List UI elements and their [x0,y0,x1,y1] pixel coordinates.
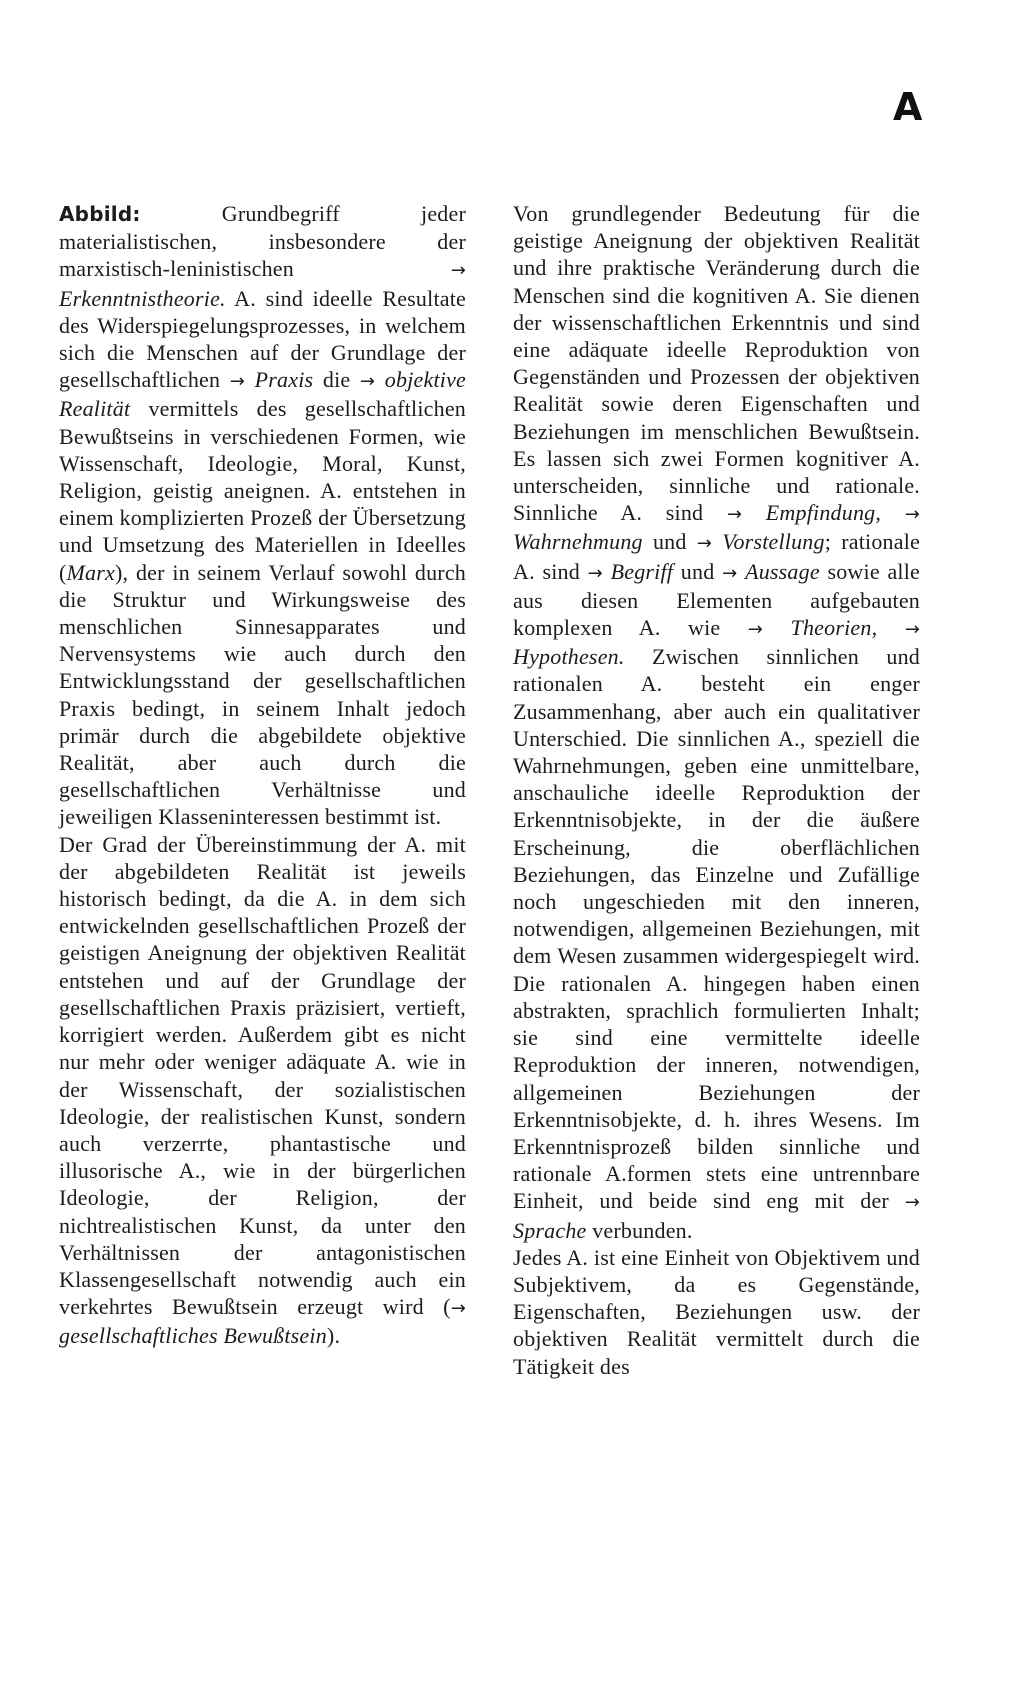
entry-paragraph-2 [59,831,466,1350]
section-letter: A [893,85,923,129]
cross-reference: Erkenntnistheorie. [59,285,226,311]
cross-reference: Vorstellung [722,529,825,555]
text-run: A. sind ideelle Resultate des Widerspiegelungsprozesses, in welchem sich die Menschen auf der Grundlage der gesellschaftlichen [59,285,466,393]
arrow-right-icon: → [726,504,743,526]
text-run [245,367,255,392]
text-run [877,615,904,640]
cross-reference: Wahrnehmung [513,529,643,555]
entry-paragraph-1 [59,200,466,831]
cross-reference: gesellschaftliches Bewußtsein [59,1323,327,1349]
text-run: Zwischen sinnlichen und rationalen A. besteht ein enger Zusammenhang, aber auch ein qualitativer Unterschied. Die sinnlichen A., speziell die Wahrnehmungen, geben eine unmittelbare, anschauliche ideelle Reproduktion der Erkenntnisobjekte, in der die äußere Erscheinung, die oberflächlichen Beziehungen, das Einzelne und Zufällige noch ungeschieden mit den inneren, notwendigen, allgemeinen Beziehungen, mit dem Wesen zusammen widergespiegelt wird. Die rationalen A. hingegen haben einen abstrakten, sprachlich formulierten Inhalt; sie sind eine vermittelte ideelle Reproduktion der inneren, notwendigen, allgemeinen Beziehungen der Erkenntnisobjekte, d. h. ihres Wesens. Im Erkenntnisprozeß bilden sinnliche und rationale A.formen stets eine untrennbare Einheit, und beide sind eng mit der [513,644,920,1214]
entry-text [59,201,466,829]
right-column [513,200,920,1380]
arrow-right-icon: → [229,371,246,393]
text-run: und [673,558,723,584]
text-run: die [313,367,360,393]
text-run: Von grundlegender Bedeutung für die geistige Aneignung der objektiven Realität und ihre praktische Veränderung durch die Menschen sind die kognitiven A. Sie dienen der wissenschaftlichen Erkenntnis und sind eine adäquate ideelle Reproduktion von Gegenständen und Prozessen der objektiven Realität sowie deren Eigenschaften und Beziehungen im menschlichen Bewußtsein. Es lassen sich zwei Formen kognitiver A. unterscheiden, sinnliche und rationale. Sinnliche A. sind [513,201,920,526]
arrow-right-icon: → [450,1298,466,1320]
cross-reference: Aussage [745,558,820,584]
text-run [881,500,905,525]
text-run: ; rationale A. sind [513,529,920,584]
entry-paragraph-4 [513,1244,920,1380]
text-run [763,615,790,640]
arrow-right-icon: → [450,260,466,282]
text-run: ), der in seinem Verlauf sowohl durch die Struktur und Wirkungsweise des menschlichen Sinnesapparates und Nervensystems wie auch durch den Entwicklungsstand der gesellschaftlichen Praxis bedingt, in seinem Inhalt jedoch primär durch die abgebildete objektive Realität, aber auch durch die gesellschaftlichen Verhältnisse und jeweiligen Klasseninteressen bestimmt ist. [59,559,466,830]
arrow-right-icon: → [696,533,713,555]
text-run [742,500,766,525]
text-run: ). [326,1323,341,1349]
cross-reference: objektive Realität [59,367,466,422]
left-column [59,200,466,1350]
arrow-right-icon: → [904,504,920,526]
cross-reference: Begriff [610,558,674,584]
text-run: Der Grad der Übereinstimmung der A. mit der abgebildeten Realität ist jeweils historisch bedingt, da die A. in dem sich entwickelnden gesellschaftlichen Prozeß der geistigen Aneignung der objektiven Realität entstehen und auf der Grundlage der gesellschaftlichen Praxis präzisiert, vertieft, korrigiert werden. Außerdem gibt es nicht nur mehr oder weniger adäquate A. wie in der Wissenschaft, der sozialistischen Ideologie, der realistischen Kunst, sondern auch verzerrte, phantastische und illusorische A., wie in der bürgerlichen Ideologie, der Religion, der nichtrealistischen Kunst, da unter den Verhältnissen der antagonistischen Klassengesellschaft notwendig auch ein verkehrtes Bewußtsein erzeugt wird ( [59,831,466,1320]
cross-reference: Theorien, [790,615,878,641]
text-run: und [642,529,697,555]
text-run [712,529,722,554]
cross-reference: Hypothesen. [513,644,625,670]
arrow-right-icon: → [747,619,764,641]
arrow-right-icon: → [587,562,603,584]
arrow-right-icon: → [722,562,738,584]
text-run: Jedes A. ist eine Einheit von Objektivem und Subjektivem, da es Gegenstände, Eigenschaften, Beziehungen usw. der objektiven Realität vermittelt durch die Tätigkeit des [513,1244,920,1379]
cross-reference: Praxis [254,367,314,393]
text-run: verbunden. [586,1217,693,1243]
headword: Abbild: [59,202,141,226]
text-run [375,367,385,392]
cross-reference: Marx [66,559,115,585]
text-run [737,559,745,584]
arrow-right-icon: → [904,619,921,641]
text-run: vermittels des gesellschaftlichen Bewußtseins in verschiedenen Formen, wie Wissenschaft, Ideologie, Moral, Kunst, Religion, geistig aneignen. A. entstehen in einem komplizierten Prozeß der Übersetzung und Umsetzung des Materiellen in Ideelles ( [59,396,466,585]
entry-paragraph-3 [513,200,920,1244]
text-run: Grundbegriff jeder materialistischen, insbesondere der marxistisch-leninistischen [59,201,466,282]
arrow-right-icon: → [904,1192,920,1214]
text-run: sowie alle aus diesen Elementen aufgebauten komplexen A. wie [513,558,921,641]
arrow-right-icon: → [359,371,376,393]
text-run [603,559,611,584]
cross-reference: Sprache [513,1217,587,1243]
cross-reference: Empfindung, [765,500,882,526]
